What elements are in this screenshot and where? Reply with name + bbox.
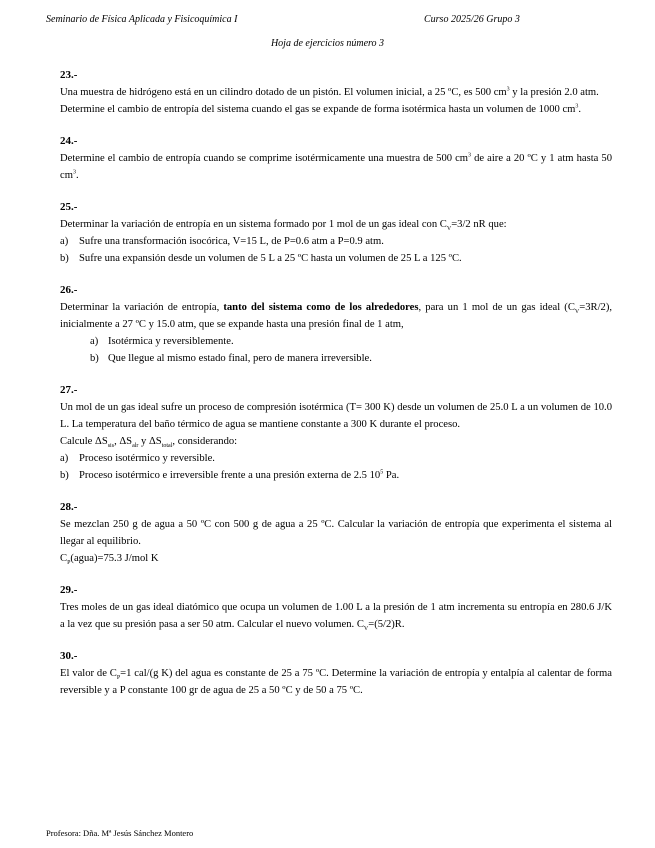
exercise-29 <box>60 582 612 633</box>
exercise-number: 25.- <box>60 201 78 213</box>
exercise-number: 29.- <box>60 584 78 596</box>
header-course-title: Seminario de Física Aplicada y Fisicoquímica I <box>46 14 238 25</box>
exercise-data: $C_P(agua)=75.3$ J/mol K <box>60 553 159 567</box>
exercise-statement: El valor de $C_P=1$ cal/(g K) del agua es constante de 25 a 75 ºC. Determine la variación de entropía y entalpía al calentar de forma reversible y a P constante 100 gr de agua de 25 a 50 ºC y de 50 a 75 ºC. <box>60 668 612 696</box>
footer-professor: Profesora: Dña. Mª Jesús Sánchez Montero <box>46 828 194 838</box>
exercise-23 <box>60 67 612 118</box>
exercise-list <box>60 67 612 714</box>
exercise-statement: Determine el cambio de entropía cuando se comprime isotérmicamente una muestra de 500 $cm^3$ de aire a 20 ºC y 1 atm hasta 50 $cm^3$. <box>60 152 612 181</box>
exercise-30 <box>60 648 612 699</box>
sub-question-b: b) Sufre una expansión desde un volumen de 5 L a 25 ºC hasta un volumen de 25 L a 125 ºC. <box>60 253 462 264</box>
exercise-number: 26.- <box>60 284 78 296</box>
exercise-27 <box>60 382 612 484</box>
exercise-24 <box>60 133 612 184</box>
sub-question-a: a) Isotérmica y reversiblemente. <box>90 336 234 347</box>
exercise-25 <box>60 199 612 267</box>
exercise-number: 27.- <box>60 384 78 396</box>
exercise-number: 28.- <box>60 501 78 513</box>
sub-question-a: a) Sufre una transformación isocórica, V=15 L, de P=0.6 atm a P=0.9 atm. <box>60 236 384 247</box>
sheet-subtitle: Hoja de ejercicios número 3 <box>270 38 385 49</box>
exercise-statement: Un mol de un gas ideal sufre un proceso de compresión isotérmica (T= 300 K) desde un volumen de 25.0 L a un volumen de 10.0 L. La temperatura del baño térmico de agua se mantiene constante a 300 K durante el proceso. <box>60 402 612 430</box>
exercise-question: Determine el cambio de entropía del sistema cuando el gas se expande de forma isotérmica hasta un volumen de 1000 $cm^3$. <box>60 103 582 115</box>
exercise-number: 24.- <box>60 135 78 147</box>
sub-question-b: b) Que llegue al mismo estado final, pero de manera irreversible. <box>90 353 372 364</box>
exercise-26 <box>60 282 612 367</box>
exercise-28 <box>60 499 612 567</box>
exercise-statement: Una muestra de hidrógeno está en un cilindro dotado de un pistón. El volumen inicial, a 25 ºC, es 500 $cm^3$ y la presión 2.0 atm. <box>60 86 599 98</box>
exercise-statement: Determinar la variación de entropía, tanto del sistema como de los alrededores, para un 1 mol de un gas ideal $(C_V=3R/2)$, inicialmente a 27 ºC y 15.0 atm, que se expande hasta una presión final de 1 atm, <box>60 302 613 330</box>
exercise-number: 23.- <box>60 69 78 81</box>
sub-question-a: a) Proceso isotérmico y reversible. <box>60 453 215 464</box>
exercise-question: Calcule $\Delta S_{sis}$, $\Delta S_{alr}$ y $\Delta S_{total}$, considerando: <box>60 436 238 450</box>
exercise-number: 30.- <box>60 650 78 662</box>
sub-question-b: b) Proceso isotérmico e irreversible frente a una presión externa de 2.5 $10^5$ Pa. <box>60 469 400 481</box>
exercise-statement: Tres moles de un gas ideal diatómico que ocupa un volumen de 1.00 L a la presión de 1 atm incrementa su entropía en 280.6 J/K a la vez que su presión pasa a ser 50 atm. Calcular el nuevo volumen. $C_V=(5/2)R$. <box>60 602 612 633</box>
header-academic-year: Curso 2025/26 Grupo 3 <box>424 14 520 25</box>
exercise-statement: Se mezclan 250 g de agua a 50 ºC con 500 g de agua a 25 ºC. Calcular la variación de entropía que experimenta el sistema al llegar al equilibrio. <box>60 519 612 547</box>
exercise-statement: Determinar la variación de entropía en un sistema formado por 1 mol de un gas ideal con $C_V=3/2$ nR que: <box>60 219 507 233</box>
